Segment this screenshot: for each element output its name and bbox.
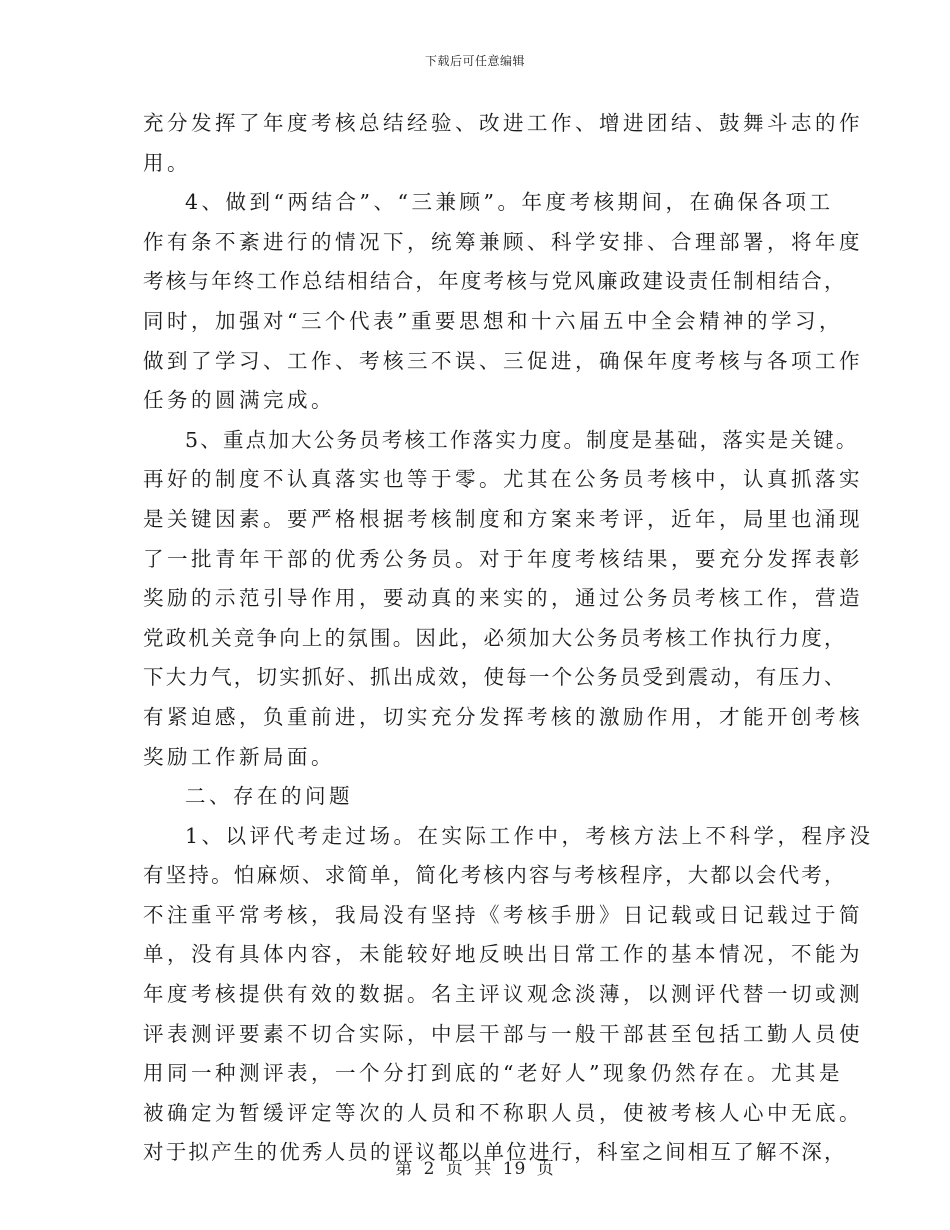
- section-heading: 二、存在的问题: [185, 784, 353, 809]
- document-body: [143, 104, 874, 1173]
- body-line: 年度考核提供有效的数据。名主评议观念淡薄，以测评代替一切或测: [143, 982, 863, 1007]
- page-number: 第 2 页 共 19 页: [395, 1159, 555, 1179]
- paragraph-start-line: 5、重点加大公务员考核工作落实力度。制度是基础，落实是关键。: [185, 427, 859, 452]
- body-line: 被确定为暂缓评定等次的人员和不称职人员，使被考核人心中无底。: [143, 1100, 863, 1125]
- body-line: 有坚持。怕麻烦、求简单，简化考核内容与考核程序，大都以会代考，: [143, 863, 847, 888]
- body-line: 了一批青年干部的优秀公务员。对于年度考核结果，要充分发挥表彰: [143, 546, 863, 571]
- body-line: 评表测评要素不切合实际，中层干部与一般干部甚至包括工勤人员使: [143, 1021, 863, 1046]
- body-line: 考核与年终工作总结相结合，年度考核与党风廉政建设责任制相结合，: [143, 269, 847, 294]
- body-line: 任务的圆满完成。: [143, 388, 335, 413]
- body-line: 单，没有具体内容，未能较好地反映出日常工作的基本情况，不能为: [143, 942, 863, 967]
- body-line: 对于拟产生的优秀人员的评议都以单位进行，科室之间相互了解不深，: [143, 1140, 847, 1165]
- download-edit-note: 下载后可任意编辑: [424, 54, 525, 68]
- body-line: 充分发挥了年度考核总结经验、改进工作、增进团结、鼓舞斗志的作: [143, 111, 863, 135]
- body-line: 用。: [143, 150, 191, 175]
- body-line: 奖励工作新局面。: [143, 744, 335, 769]
- paragraph-start-line: 4、做到“两结合”、“三兼顾”。年度考核期间，在确保各项工: [185, 190, 834, 215]
- body-line: 同时，加强对“三个代表”重要思想和十六届五中全会精神的学习，: [143, 308, 843, 333]
- body-line: 奖励的示范引导作用，要动真的来实的，通过公务员考核工作，营造: [143, 586, 863, 611]
- paragraph-start-line: 1、以评代考走过场。在实际工作中，考核方法上不科学，程序没: [185, 823, 874, 848]
- body-line: 做到了学习、工作、考核三不误、三促进，确保年度考核与各项工作: [143, 348, 863, 373]
- body-line: 作有条不紊进行的情况下，统筹兼顾、科学安排、合理部署，将年度: [143, 229, 863, 254]
- body-line: 是关键因素。要严格根据考核制度和方案来考评，近年，局里也涌现: [143, 506, 863, 531]
- body-line: 下大力气，切实抓好、抓出成效，使每一个公务员受到震动，有压力、: [143, 665, 847, 690]
- body-line: 党政机关竞争向上的氛围。因此，必须加大公务员考核工作执行力度，: [143, 625, 847, 650]
- body-line: 不注重平常考核，我局没有坚持《考核手册》日记载或日记载过于简: [143, 902, 863, 927]
- body-line: 再好的制度不认真落实也等于零。尤其在公务员考核中，认真抓落实: [143, 467, 863, 492]
- body-line: 用同一种测评表，一个分打到底的“老好人”现象仍然存在。尤其是: [143, 1061, 843, 1086]
- body-line: 有紧迫感，负重前进，切实充分发挥考核的激励作用，才能开创考核: [143, 704, 863, 729]
